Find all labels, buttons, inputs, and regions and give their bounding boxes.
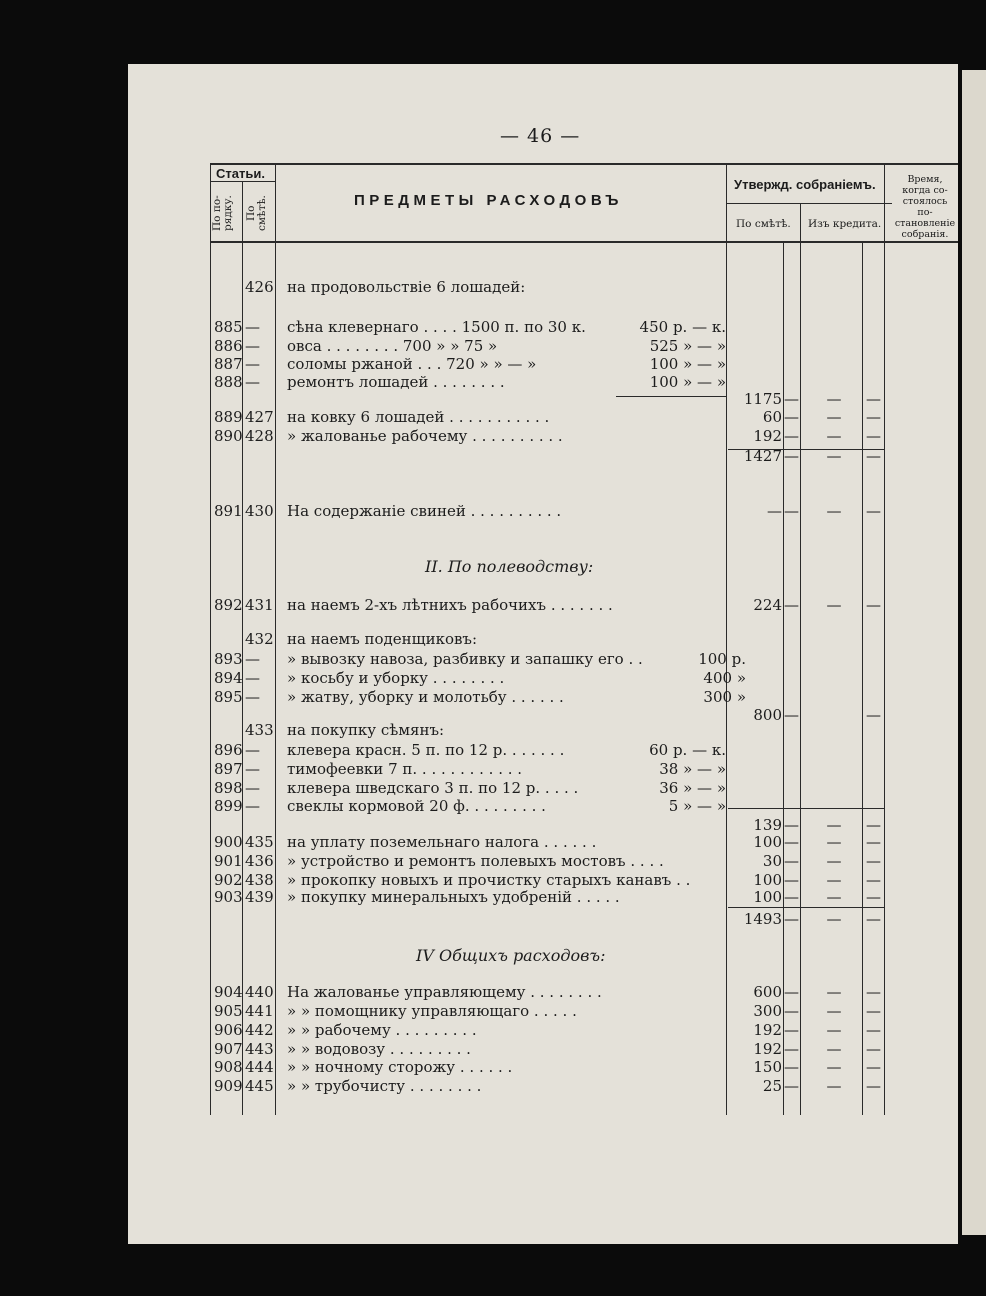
estimate-number: 428 (245, 427, 274, 445)
credit-cell: — (826, 427, 842, 445)
kopecks-cell: — (784, 427, 799, 445)
item-description: » устройство и ремонтъ полевыхъ мостовъ . . . . (287, 852, 664, 870)
estimate-total: 150 (753, 1058, 782, 1076)
table-row (0, 741, 986, 760)
row-number: 885 (214, 318, 243, 336)
time-cell: — (866, 706, 881, 724)
kopecks-cell: — (784, 871, 799, 889)
estimate-number: 443 (245, 1040, 274, 1058)
item-description: на уплату поземельнаго налога . . . . . . (287, 833, 597, 851)
table-row (0, 1002, 986, 1021)
credit-cell: — (826, 888, 842, 906)
estimate-number: — (245, 669, 260, 687)
kopecks-cell: — (784, 816, 799, 834)
row-number: 904 (214, 983, 243, 1001)
vremya-header: Время, когда со-стоялось по-становленіе собранія. (894, 174, 956, 240)
item-description: » прокопку новыхъ и прочистку старыхъ канавъ . . (287, 871, 691, 889)
credit-cell: — (826, 390, 842, 408)
row-number: 892 (214, 596, 243, 614)
item-description: » » водовозу . . . . . . . . . (287, 1040, 471, 1058)
estimate-number: 435 (245, 833, 274, 851)
item-amount: 525 » — » (649, 337, 726, 355)
estimate-total: 192 (753, 427, 782, 445)
table-row (0, 688, 986, 707)
item-description: » » рабочему . . . . . . . . . (287, 1021, 477, 1039)
row-number: 891 (214, 502, 243, 520)
estimate-number: 441 (245, 1002, 274, 1020)
credit-cell: — (826, 502, 842, 520)
table-row (0, 797, 986, 816)
table-row (0, 1077, 986, 1096)
table-row (0, 888, 986, 907)
estimate-number: 433 (245, 721, 274, 739)
kopecks-cell: — (784, 1058, 799, 1076)
table-row (0, 1058, 986, 1077)
credit-cell: — (826, 910, 842, 928)
time-cell: — (866, 816, 881, 834)
item-amount: 38 » — » (659, 760, 726, 778)
estimate-number: 444 (245, 1058, 274, 1076)
row-number: 903 (214, 888, 243, 906)
table-row (0, 833, 986, 852)
estimate-total: 100 (753, 871, 782, 889)
estimate-total: 25 (762, 1077, 782, 1095)
row-number: 908 (214, 1058, 243, 1076)
row-number: 887 (214, 355, 243, 373)
table-row (0, 760, 986, 779)
estimate-number: — (245, 688, 260, 706)
row-number: 906 (214, 1021, 243, 1039)
kopecks-cell: — (784, 1002, 799, 1020)
credit-cell: — (826, 408, 842, 426)
time-cell: — (866, 888, 881, 906)
estimate-number: — (245, 797, 260, 815)
time-cell: — (866, 910, 881, 928)
item-description: На содержаніе свиней . . . . . . . . . . (287, 502, 562, 520)
kopecks-cell: — (784, 1040, 799, 1058)
estimate-number: 442 (245, 1021, 274, 1039)
item-description: на ковку 6 лошадей . . . . . . . . . . . (287, 408, 550, 426)
kopecks-cell: — (784, 1077, 799, 1095)
row-number: 893 (214, 650, 243, 668)
table-row (0, 910, 986, 929)
estimate-total: 30 (762, 852, 782, 870)
table-row (0, 1021, 986, 1040)
item-description: тимофеевки 7 п. . . . . . . . . . . . (287, 760, 523, 778)
utverzhd-header: Утвержд. собраніемъ. (734, 177, 876, 192)
kopecks-cell: — (784, 447, 799, 465)
estimate-total: 600 (753, 983, 782, 1001)
header-top-rule (210, 163, 958, 165)
row-number: 897 (214, 760, 243, 778)
time-cell: — (866, 596, 881, 614)
item-description: » » ночному сторожу . . . . . . (287, 1058, 513, 1076)
table-row (0, 278, 986, 297)
po-poryadku-header: По по- рядку. (211, 195, 234, 231)
item-description: На жалованье управляющему . . . . . . . . (287, 983, 602, 1001)
estimate-number: 430 (245, 502, 274, 520)
table-row (0, 1040, 986, 1059)
header-bottom-rule (210, 241, 958, 243)
credit-cell: — (826, 1021, 842, 1039)
item-amount: 100 » — » (649, 355, 726, 373)
item-amount: 450 р. — к. (639, 318, 726, 336)
time-cell: — (866, 1077, 881, 1095)
table-row (0, 779, 986, 798)
item-description: клевера шведскаго 3 п. по 12 р. . . . . (287, 779, 579, 797)
row-number: 894 (214, 669, 243, 687)
item-amount: 100 р. (698, 650, 746, 668)
estimate-total: 192 (753, 1040, 782, 1058)
item-amount: 100 » — » (649, 373, 726, 391)
item-amount: 300 » (703, 688, 746, 706)
credit-cell: — (826, 596, 842, 614)
statyi-rule (210, 181, 276, 182)
item-description: » » трубочисту . . . . . . . . (287, 1077, 482, 1095)
time-cell: — (866, 1058, 881, 1076)
table-row (0, 408, 986, 427)
estimate-total: 224 (753, 596, 782, 614)
po-smete-header: По смѣтѣ. (245, 195, 268, 231)
table-row (0, 596, 986, 615)
table-row (0, 337, 986, 356)
estimate-total: 100 (753, 888, 782, 906)
utverzhd-rule (726, 203, 892, 204)
estimate-number: 440 (245, 983, 274, 1001)
table-row (0, 390, 986, 409)
item-amount: 400 » (703, 669, 746, 687)
subtotal-rule (728, 907, 884, 908)
table-row (0, 650, 986, 669)
estimate-number: — (245, 760, 260, 778)
item-description: клевера красн. 5 п. по 12 р. . . . . . . (287, 741, 565, 759)
estimate-total: 100 (753, 833, 782, 851)
kopecks-cell: — (784, 888, 799, 906)
estimate-number: 426 (245, 278, 274, 296)
row-number: 901 (214, 852, 243, 870)
estimate-total: 300 (753, 1002, 782, 1020)
row-number: 890 (214, 427, 243, 445)
kopecks-cell: — (784, 408, 799, 426)
estimate-number: — (245, 355, 260, 373)
time-cell: — (866, 502, 881, 520)
item-description: » жалованье рабочему . . . . . . . . . . (287, 427, 563, 445)
credit-cell: — (826, 852, 842, 870)
time-cell: — (866, 852, 881, 870)
estimate-number: — (245, 741, 260, 759)
row-number: 895 (214, 688, 243, 706)
kopecks-cell: — (784, 706, 799, 724)
time-cell: — (866, 833, 881, 851)
kopecks-cell: — (784, 502, 799, 520)
item-amount: 60 р. — к. (649, 741, 726, 759)
credit-cell: — (826, 983, 842, 1001)
item-description: соломы ржаной . . . 720 » » — » (287, 355, 537, 373)
time-cell: — (866, 427, 881, 445)
credit-cell: — (826, 1002, 842, 1020)
estimate-number: 445 (245, 1077, 274, 1095)
estimate-number: 439 (245, 888, 274, 906)
table-row (0, 983, 986, 1002)
table-row (0, 427, 986, 446)
time-cell: — (866, 390, 881, 408)
time-cell: — (866, 447, 881, 465)
item-description: свеклы кормовой 20 ф. . . . . . . . . (287, 797, 546, 815)
iz-kredita-subheader: Изъ кредита. (808, 218, 882, 230)
item-description: » жатву, уборку и молотьбу . . . . . . (287, 688, 564, 706)
row-number: 886 (214, 337, 243, 355)
statyi-header: Статьи. (216, 166, 265, 181)
item-description: » покупку минеральныхъ удобреній . . . . . (287, 888, 620, 906)
estimate-total: 800 (753, 706, 782, 724)
estimate-total: — (767, 502, 782, 520)
item-amount: 36 » — » (659, 779, 726, 797)
credit-cell: — (826, 871, 842, 889)
kopecks-cell: — (784, 596, 799, 614)
estimate-number: — (245, 337, 260, 355)
table-row (0, 502, 986, 521)
row-number: 909 (214, 1077, 243, 1095)
row-number: 907 (214, 1040, 243, 1058)
credit-cell: — (826, 1058, 842, 1076)
estimate-total: 192 (753, 1021, 782, 1039)
time-cell: — (866, 408, 881, 426)
item-description: овса . . . . . . . . 700 » » 75 » (287, 337, 498, 355)
item-description: на продовольствіе 6 лошадей: (287, 278, 526, 296)
item-description: сѣна клевернаго . . . . 1500 п. по 30 к. (287, 318, 586, 336)
credit-cell: — (826, 1040, 842, 1058)
estimate-number: 432 (245, 630, 274, 648)
item-description: » косьбу и уборку . . . . . . . . (287, 669, 505, 687)
kopecks-cell: — (784, 983, 799, 1001)
item-description: » » помощнику управляющаго . . . . . (287, 1002, 577, 1020)
row-number: 905 (214, 1002, 243, 1020)
row-number: 898 (214, 779, 243, 797)
estimate-total: 1493 (743, 910, 782, 928)
estimate-number: 431 (245, 596, 274, 614)
estimate-number: — (245, 650, 260, 668)
row-number: 902 (214, 871, 243, 889)
time-cell: — (866, 983, 881, 1001)
row-number: 896 (214, 741, 243, 759)
time-cell: — (866, 1040, 881, 1058)
section-title: IV Общихъ расходовъ: (416, 946, 606, 965)
page-number: — 46 — (500, 125, 581, 147)
table-row (0, 630, 986, 649)
estimate-total: 1427 (743, 447, 782, 465)
row-number: 899 (214, 797, 243, 815)
kopecks-cell: — (784, 852, 799, 870)
item-description: ремонтъ лошадей . . . . . . . . (287, 373, 505, 391)
table-row (0, 721, 986, 740)
table-row (0, 669, 986, 688)
item-description: на наемъ 2-хъ лѣтнихъ рабочихъ . . . . . . . (287, 596, 613, 614)
item-description: на покупку сѣмянъ: (287, 721, 445, 739)
kopecks-cell: — (784, 390, 799, 408)
estimate-number: — (245, 373, 260, 391)
credit-cell: — (826, 1077, 842, 1095)
table-row (0, 318, 986, 337)
table-row (0, 852, 986, 871)
estimate-total: 1175 (743, 390, 782, 408)
time-cell: — (866, 1002, 881, 1020)
row-number: 900 (214, 833, 243, 851)
kopecks-cell: — (784, 910, 799, 928)
po-smete-subheader: По смѣтѣ. (736, 218, 791, 230)
kopecks-cell: — (784, 1021, 799, 1039)
row-number: 888 (214, 373, 243, 391)
estimate-number: 438 (245, 871, 274, 889)
time-cell: — (866, 1021, 881, 1039)
estimate-number: 427 (245, 408, 274, 426)
table-title: ПРЕДМЕТЫ РАСХОДОВЪ (354, 192, 623, 209)
estimate-number: 436 (245, 852, 274, 870)
estimate-total: 60 (762, 408, 782, 426)
table-row (0, 447, 986, 466)
estimate-number: — (245, 779, 260, 797)
estimate-total: 139 (753, 816, 782, 834)
item-amount: 5 » — » (668, 797, 726, 815)
section-title: II. По полеводству: (425, 557, 594, 576)
table-row (0, 355, 986, 374)
credit-cell: — (826, 833, 842, 851)
estimate-number: — (245, 318, 260, 336)
row-number: 889 (214, 408, 243, 426)
item-description: » вывозку навоза, разбивку и запашку его . . (287, 650, 643, 668)
time-cell: — (866, 871, 881, 889)
credit-cell: — (826, 816, 842, 834)
item-description: на наемъ поденщиковъ: (287, 630, 478, 648)
kopecks-cell: — (784, 833, 799, 851)
credit-cell: — (826, 447, 842, 465)
